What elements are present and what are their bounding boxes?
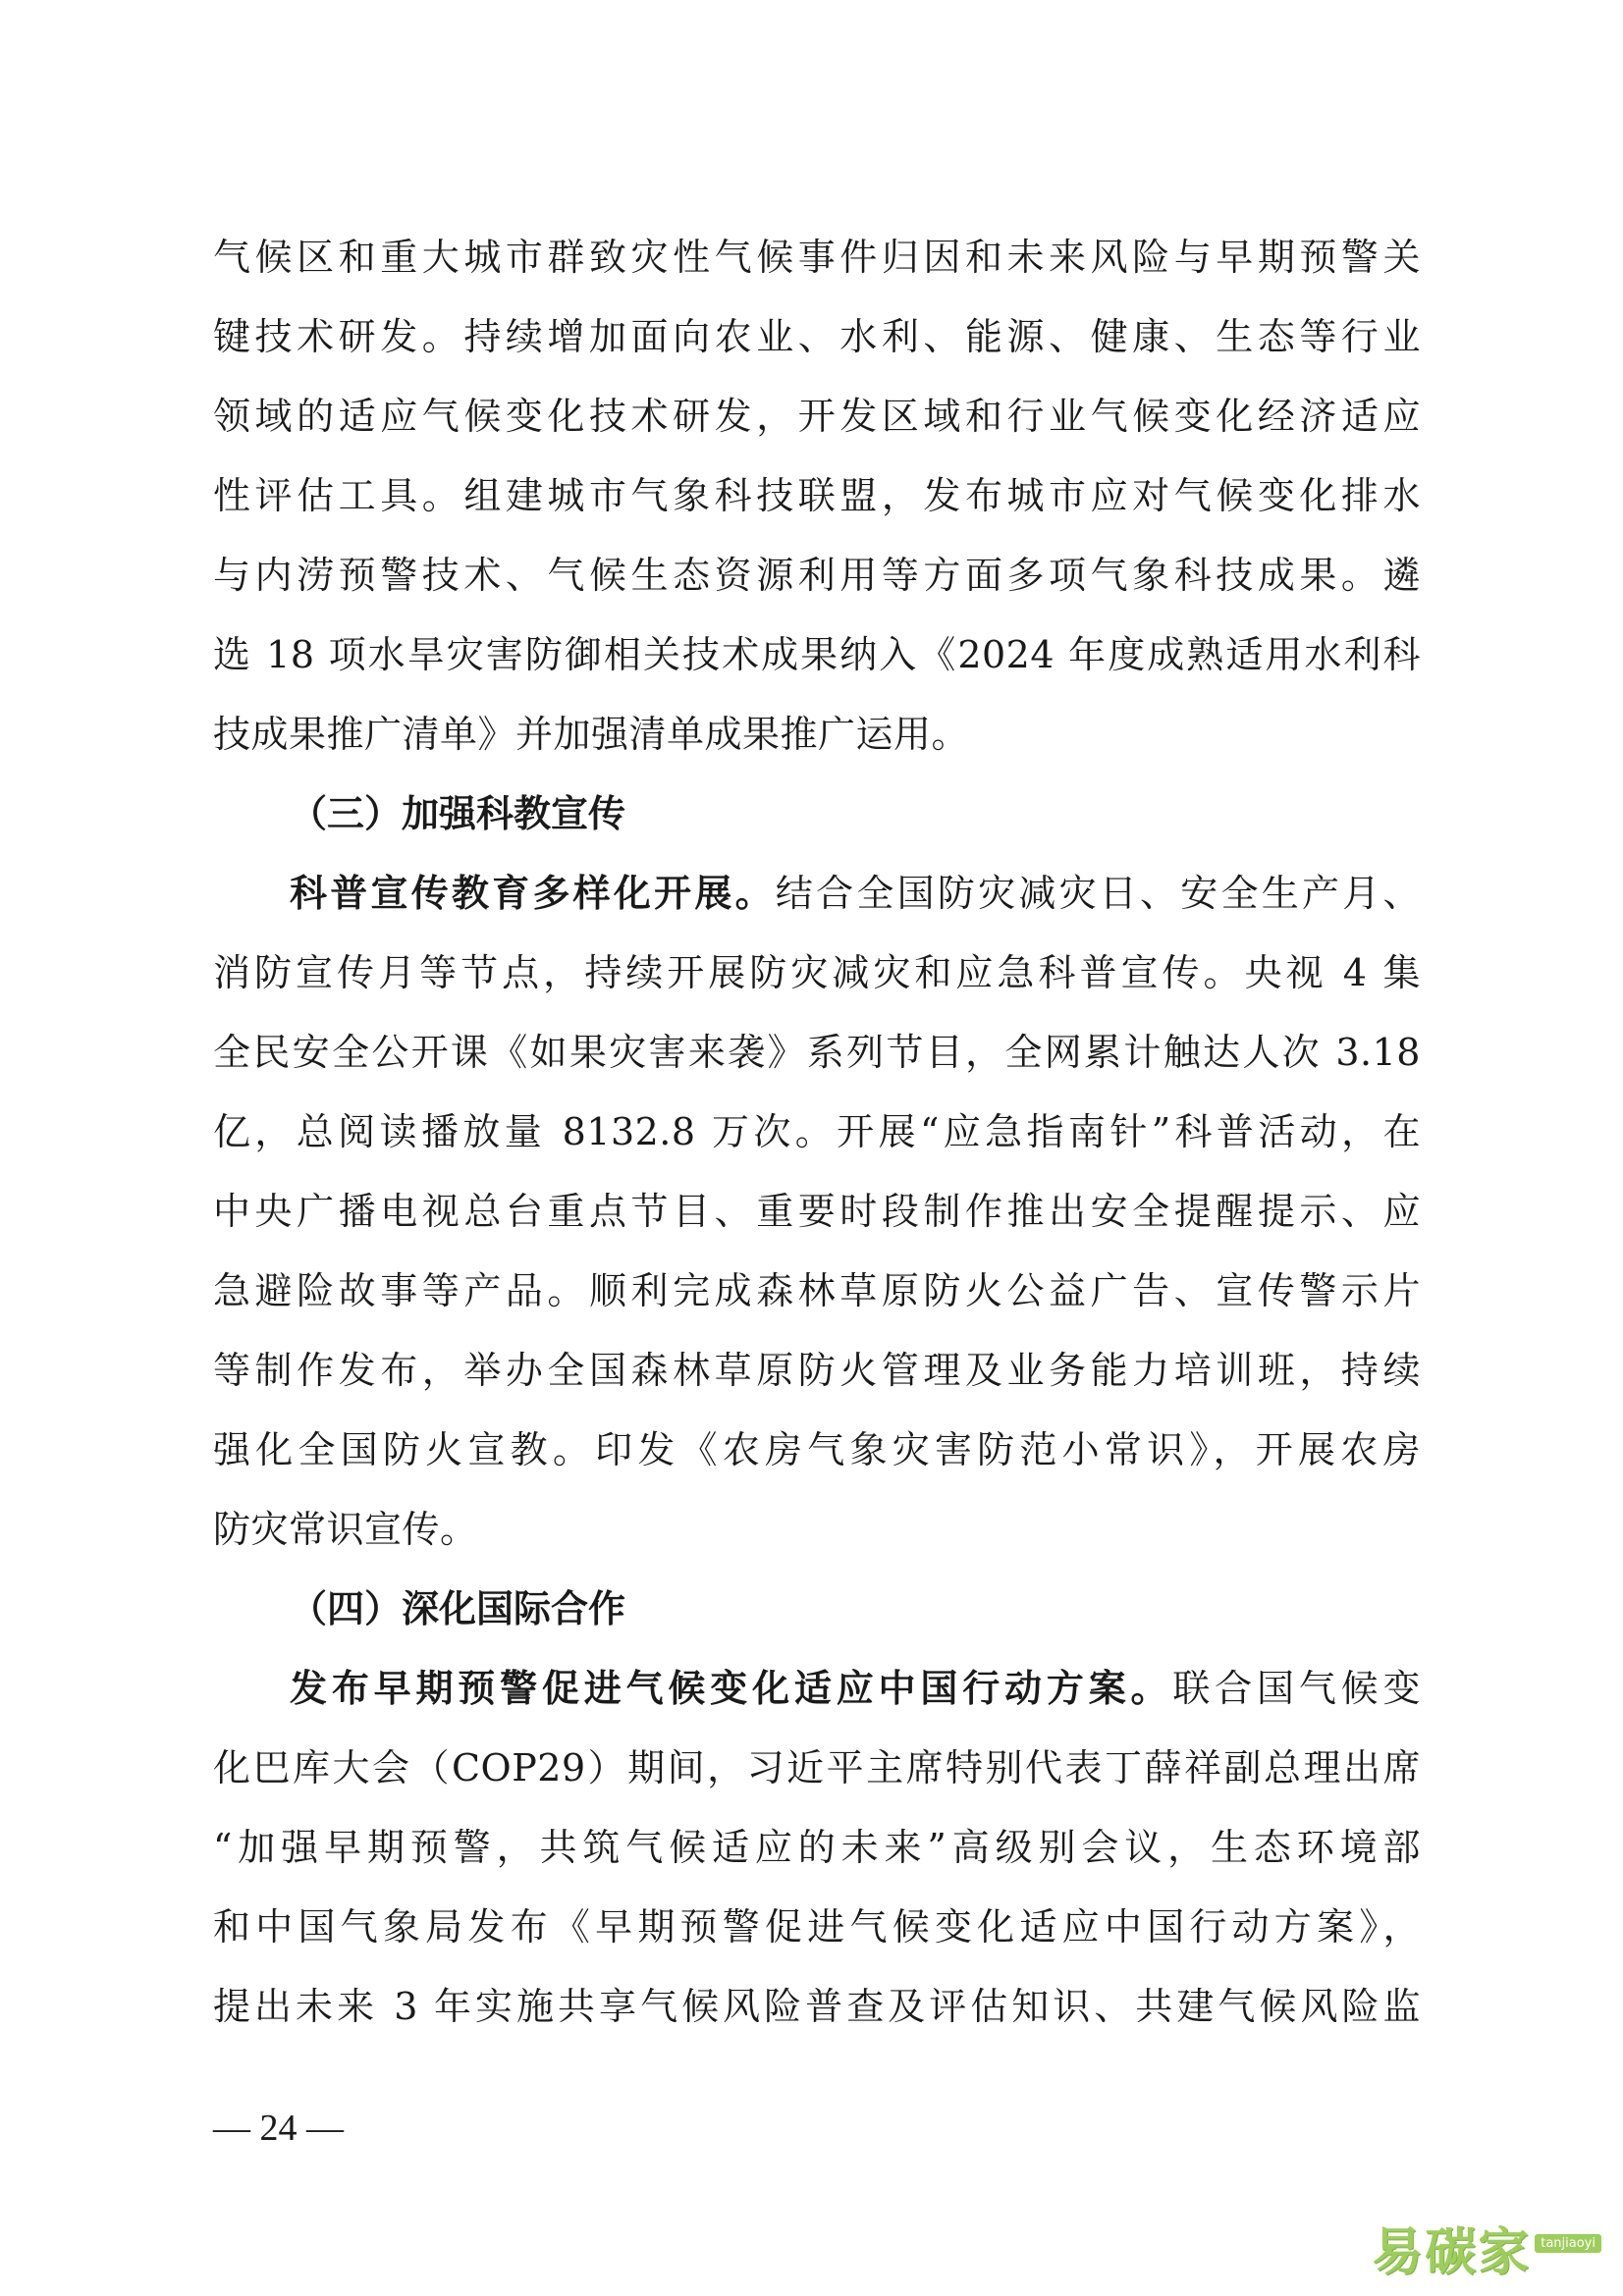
paragraph-first-line — [213, 1649, 1421, 1729]
paragraph-line: “加强早期预警，共筑气候适应的未来”高级别会议，生态环境部 — [213, 1826, 1421, 1869]
paragraph-line: 中央广播电视总台重点节目、重要时段制作推出安全提醒提示、应 — [213, 1190, 1421, 1233]
paragraph-lead: 发布早期预警促进气候变化适应中国行动方案。 — [290, 1667, 1173, 1710]
paragraph-line: 性评估工具。组建城市气象科技联盟，发布城市应对气候变化排水 — [213, 474, 1421, 517]
section-heading: （四）深化国际合作 — [290, 1587, 626, 1630]
paragraph-line: 提出未来 3 年实施共享气候风险普查及评估知识、共建气候风险监 — [213, 1985, 1421, 2028]
paragraph-line: 防灾常识宣传。 — [213, 1508, 478, 1551]
paragraph-line: 和中国气象局发布《早期预警促进气候变化适应中国行动方案》， — [213, 1905, 1421, 1949]
watermark-sub-text: tanjiaoyi — [1535, 2234, 1601, 2253]
paragraph-line: 化巴库大会（COP29）期间，习近平主席特别代表丁薛祥副总理出席 — [213, 1746, 1421, 1789]
paragraph-line: 键技术研发。持续增加面向农业、水利、能源、健康、生态等行业 — [213, 315, 1421, 358]
body-text — [213, 218, 1421, 2047]
paragraph-line: 急避险故事等产品。顺利完成森林草原防火公益广告、宣传警示片 — [213, 1269, 1421, 1312]
paragraph-text: 结合全国防灾减灾日、安全生产月、 — [775, 872, 1421, 915]
paragraph-line: 技成果推广清单》并加强清单成果推广运用。 — [213, 713, 970, 756]
paragraph-line: 等制作发布，举办全国森林草原防火管理及业务能力培训班，持续 — [213, 1349, 1421, 1392]
paragraph-line: 消防宣传月等节点，持续开展防灾减灾和应急科普宣传。央视 4 集 — [213, 951, 1421, 994]
paragraph-line: 与内涝预警技术、气候生态资源利用等方面多项气象科技成果。遴 — [213, 554, 1421, 597]
watermark-logo-text: 易碳家 — [1372, 2223, 1532, 2282]
paragraph-lead: 科普宣传教育多样化开展。 — [290, 872, 776, 915]
paragraph-line: 选 18 项水旱灾害防御相关技术成果纳入《2024 年度成熟适用水利科 — [213, 633, 1421, 676]
paragraph-line: 领域的适应气候变化技术研发，开发区域和行业气候变化经济适应 — [213, 395, 1421, 438]
paragraph-text: 联合国气候变 — [1172, 1667, 1421, 1710]
section-heading: （三）加强科教宣传 — [290, 792, 626, 835]
paragraph-line: 气候区和重大城市群致灾性气候事件归因和未来风险与早期预警关 — [213, 236, 1421, 279]
paragraph-line: 全民安全公开课《如果灾害来袭》系列节目，全网累计触达人次 3.18 — [213, 1031, 1421, 1074]
paragraph-line: 强化全国防火宣教。印发《农房气象灾害防范小常识》，开展农房 — [213, 1428, 1421, 1471]
paragraph-line: 亿，总阅读播放量 8132.8 万次。开展“应急指南针”科普活动，在 — [213, 1110, 1421, 1153]
watermark-logo — [1372, 2223, 1601, 2282]
paragraph-first-line — [213, 854, 1421, 934]
page-number: — 24 — — [213, 2108, 344, 2149]
